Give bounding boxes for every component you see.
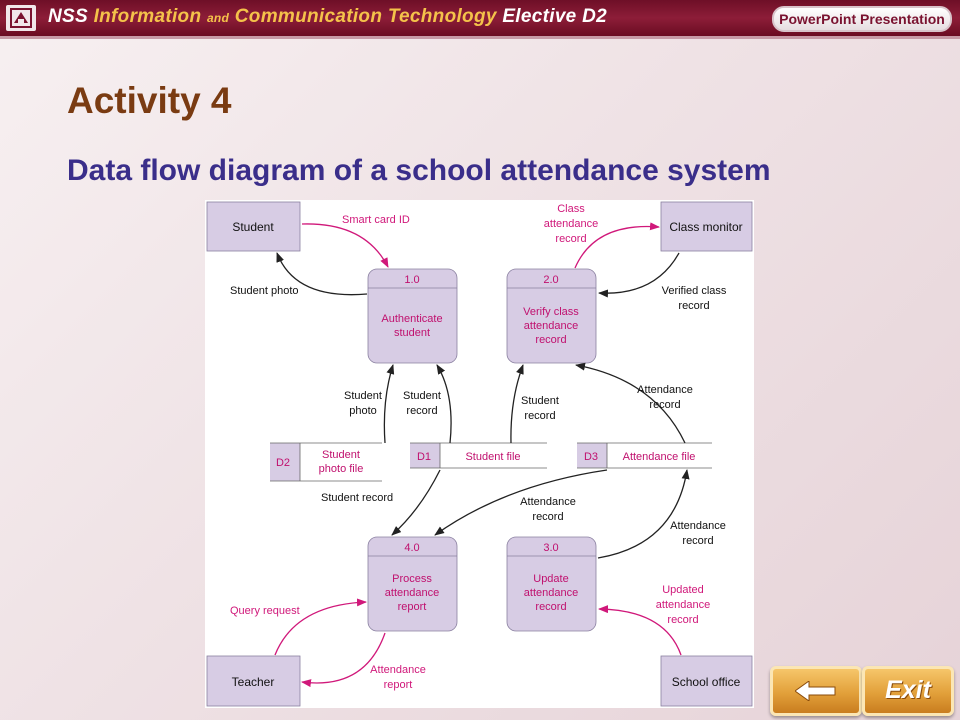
label-updated-3: record <box>667 614 699 626</box>
entity-class-monitor <box>661 202 752 251</box>
label-att-record-up-1: Attendance <box>637 384 693 396</box>
entity-school-office-label: School office <box>671 675 741 689</box>
process-2-line2: attendance <box>523 320 579 332</box>
label-student-photo-top: Student photo <box>230 285 299 297</box>
process-2 <box>507 269 596 363</box>
dfd-diagram <box>205 200 754 708</box>
store-d2-line2: photo file <box>318 463 364 475</box>
header-bar <box>0 0 960 36</box>
label-class-att-record-1: Class <box>557 203 585 215</box>
label-updated-2: attendance <box>655 599 711 611</box>
label-class-att-record-2: attendance <box>543 218 599 230</box>
label-class-att-record-3: record <box>555 233 587 245</box>
powerpoint-badge[interactable]: PowerPoint Presentation <box>772 6 952 32</box>
label-att-record-down-2: record <box>532 511 564 523</box>
back-button[interactable] <box>770 666 862 716</box>
process-1-line1: Authenticate <box>381 313 443 325</box>
label-smart-card-id: Smart card ID <box>342 214 410 226</box>
process-3-id: 3.0 <box>543 542 559 554</box>
label-student-photo-1: Student <box>344 390 382 402</box>
process-2-line1: Verify class <box>523 306 579 318</box>
entity-class-monitor-label: Class monitor <box>669 220 743 234</box>
label-att-report-2: report <box>383 679 413 691</box>
exit-label: Exit <box>885 676 931 704</box>
flow-student-photo <box>384 365 393 443</box>
flow-smart-card-id <box>302 224 388 267</box>
flow-class-att-record <box>575 227 659 268</box>
flow-attendance-record-right <box>598 470 687 558</box>
entity-school-office <box>661 656 752 706</box>
label-att-record-down-1: Attendance <box>520 496 576 508</box>
process-1-line2: student <box>393 327 431 339</box>
label-student-record-1b: record <box>406 405 438 417</box>
course-elective: Elective D2 <box>502 6 608 27</box>
course-title <box>48 6 607 28</box>
flow-student-record-1 <box>437 365 451 443</box>
label-att-record-up-2: record <box>649 399 681 411</box>
header-divider <box>0 36 960 39</box>
process-1 <box>368 269 457 363</box>
back-arrow-icon <box>795 681 837 701</box>
process-4-line1: Process <box>392 573 432 585</box>
store-d3-id: D3 <box>583 451 599 463</box>
process-2-line3: record <box>535 334 567 346</box>
entity-teacher-label: Teacher <box>231 675 275 689</box>
label-student-record-2a: Student <box>521 395 559 407</box>
process-4-line3: report <box>397 601 427 613</box>
entity-student-label: Student <box>232 220 274 234</box>
process-2-id: 2.0 <box>543 274 559 286</box>
course-comm: Communication Technology <box>234 6 497 27</box>
course-info: Information <box>93 6 202 27</box>
page-subtitle: Data flow diagram of a school attendance system <box>67 154 771 187</box>
process-4 <box>368 537 457 631</box>
label-verified-1: Verified class <box>661 285 727 297</box>
flow-student-record-down <box>392 470 440 535</box>
entity-student <box>207 202 300 251</box>
school-logo-icon <box>6 5 36 31</box>
process-3-line3: record <box>535 601 567 613</box>
entity-teacher <box>207 656 300 706</box>
process-3 <box>507 537 596 631</box>
process-3-line1: Update <box>533 573 569 585</box>
label-verified-2: record <box>678 300 710 312</box>
label-student-record-2b: record <box>524 410 556 422</box>
store-d2 <box>270 443 382 481</box>
label-att-record-right-1: Attendance <box>670 520 726 532</box>
label-att-report-1: Attendance <box>370 664 426 676</box>
label-student-record-1a: Student <box>403 390 441 402</box>
store-d2-id: D2 <box>275 457 291 469</box>
course-and: and <box>206 11 230 25</box>
process-4-line2: attendance <box>384 587 440 599</box>
store-d1 <box>410 443 547 468</box>
label-updated-1: Updated <box>662 584 704 596</box>
page-title: Activity 4 <box>67 80 232 121</box>
store-d3-label: Attendance file <box>622 451 696 463</box>
store-d1-label: Student file <box>465 451 521 463</box>
store-d2-line1: Student <box>322 449 360 461</box>
label-student-record-down: Student record <box>321 492 394 504</box>
store-d3 <box>577 443 712 468</box>
label-student-photo-2: photo <box>349 405 377 417</box>
process-1-id: 1.0 <box>404 274 420 286</box>
label-att-record-right-2: record <box>682 535 714 547</box>
dfd-svg <box>205 200 754 708</box>
process-3-line2: attendance <box>523 587 579 599</box>
store-d1-id: D1 <box>416 451 432 463</box>
process-4-id: 4.0 <box>404 542 420 554</box>
course-prefix: NSS <box>48 6 88 27</box>
exit-button[interactable] <box>862 666 954 716</box>
label-query-request: Query request <box>230 605 300 617</box>
